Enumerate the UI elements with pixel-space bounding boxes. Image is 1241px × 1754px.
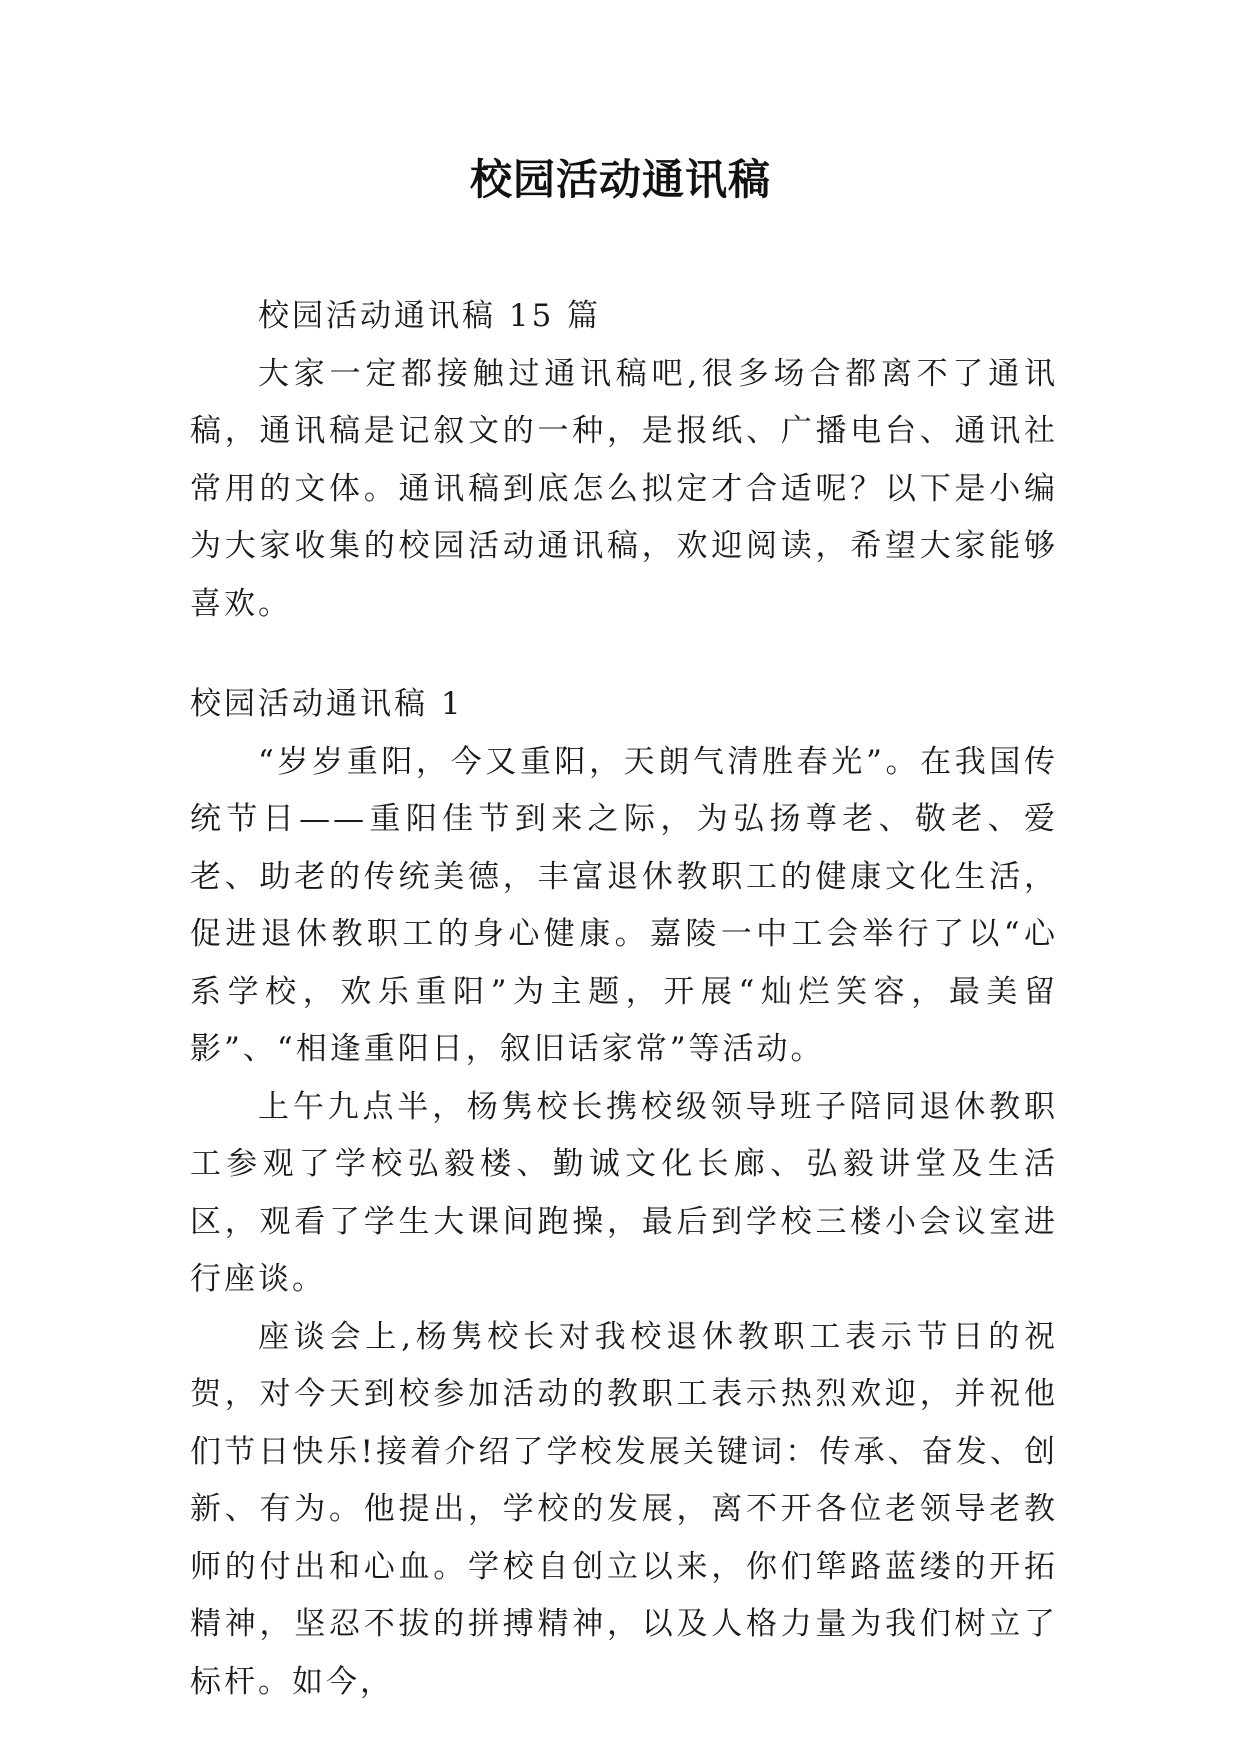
- document-body: [190, 288, 1058, 1711]
- intro-paragraph: 大家一定都接触过通讯稿吧,很多场合都离不了通讯稿，通讯稿是记叙文的一种，是报纸、广播电台、通讯社常用的文体。通讯稿到底怎么拟定才合适呢？以下是小编为大家收集的校园活动通讯稿，欢迎阅读，希望大家能够喜欢。: [190, 355, 1058, 622]
- document-subtitle: 校园活动通讯稿 15 篇: [258, 298, 602, 334]
- section-heading: 校园活动通讯稿 1: [190, 686, 464, 722]
- body-paragraph-3: 座谈会上,杨隽校长对我校退休教职工表示节日的祝贺，对今天到校参加活动的教职工表示热烈欢迎，并祝他们节日快乐!接着介绍了学校发展关键词：传承、奋发、创新、有为。他提出，学校的发展，离不开各位老领导老教师的付出和心血。学校自创立以来，你们筚路蓝缕的开拓精神，坚忍不拔的拼搏精神，以及人格力量为我们树立了标杆。如今，: [190, 1318, 1058, 1700]
- body-paragraph-1: “岁岁重阳，今又重阳，天朗气清胜春光”。在我国传统节日——重阳佳节到来之际，为弘扬尊老、敬老、爱老、助老的传统美德，丰富退休教职工的健康文化生活，促进退休教职工的身心健康。嘉陵一中工会举行了以“心系学校，欢乐重阳”为主题，开展“灿烂笑容，最美留影”、“相逢重阳日，叙旧话家常”等活动。: [190, 743, 1058, 1067]
- document-title: 校园活动通讯稿: [469, 155, 771, 204]
- body-paragraph-2: 上午九点半，杨隽校长携校级领导班子陪同退休教职工参观了学校弘毅楼、勤诚文化长廊、弘毅讲堂及生活区，观看了学生大课间跑操，最后到学校三楼小会议室进行座谈。: [190, 1088, 1058, 1297]
